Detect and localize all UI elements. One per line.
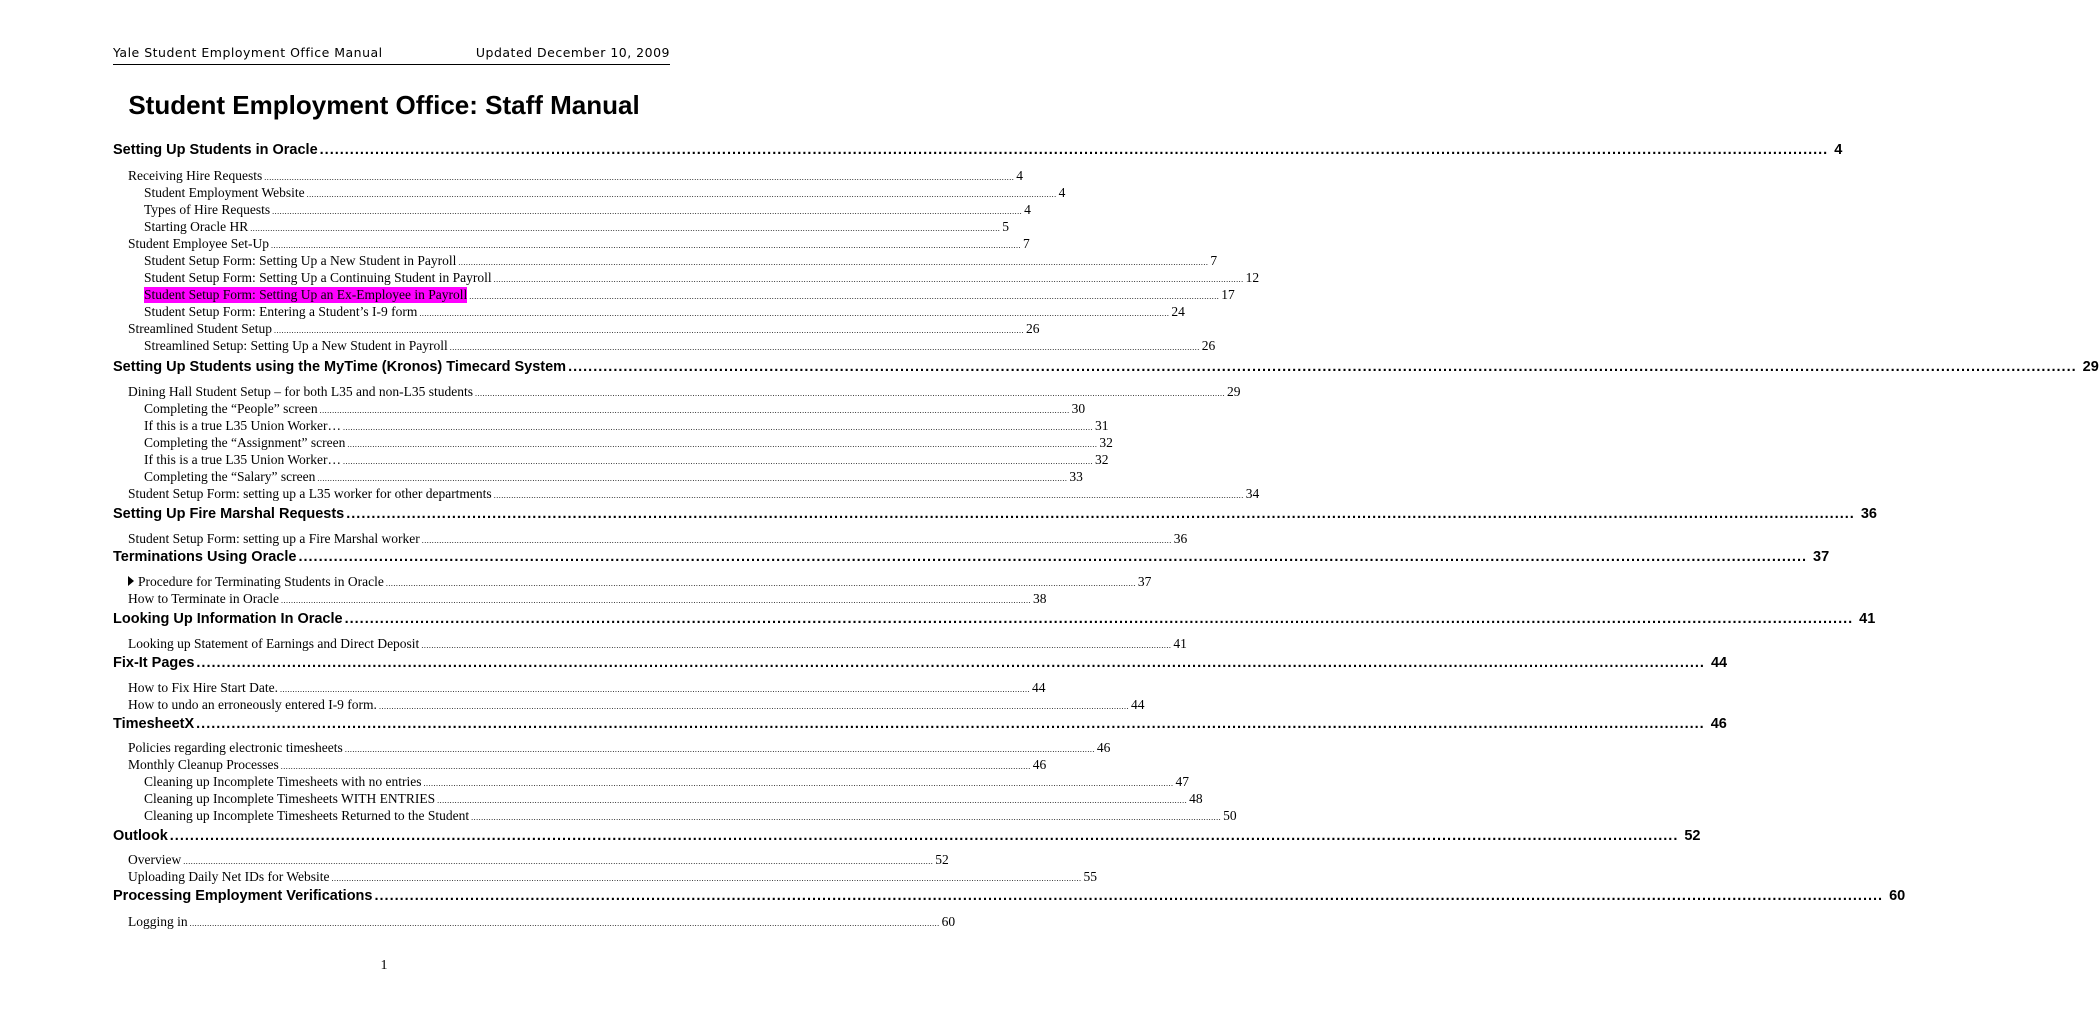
toc-entry-title: [128, 680, 278, 696]
toc-entry-title: [113, 888, 372, 904]
toc-entry-label: Student Employee Set-Up: [128, 236, 269, 251]
dot-leader: ............................................................................................................................................................................................................................................................................................................: [280, 762, 1031, 771]
dot-leader: ............................................................................................................................................................................................................................................................................................................: [346, 506, 1855, 522]
toc-entry-page-number: 7: [1022, 236, 1030, 251]
toc-entry[interactable]: [144, 791, 1203, 808]
toc-entry[interactable]: [144, 435, 1113, 452]
toc-entry-label: Looking up Statement of Earnings and Direct Deposit: [128, 636, 420, 651]
toc-entry-page-number: 44: [1130, 697, 1145, 712]
dot-leader: ............................................................................................................................................................................................................................................................................................................: [568, 359, 2077, 375]
dot-leader: ............................................................................................................................................................................................................................................................................................................: [272, 207, 1023, 216]
toc-entry-page-number: 5: [1002, 219, 1009, 234]
toc-entry-label: Student Setup Form: Setting Up a New Student in Payroll: [144, 253, 457, 268]
toc-entry[interactable]: [128, 168, 1023, 185]
toc-entry-title: [128, 384, 473, 400]
toc-entry-label: Procedure for Terminating Students in Oracle: [138, 574, 384, 589]
toc-entry[interactable]: [113, 549, 1830, 569]
toc-entry[interactable]: [144, 202, 1031, 219]
toc-entry[interactable]: [144, 418, 1109, 435]
toc-entry-title: [128, 236, 269, 252]
header-manual-name: Yale Student Employment Office Manual: [113, 45, 383, 60]
toc-entry[interactable]: [144, 270, 1260, 287]
toc-entry[interactable]: [113, 828, 1701, 848]
toc-entry-label: Completing the “People” screen: [144, 401, 318, 416]
dot-leader: ............................................................................................................................................................................................................................................................................................................: [250, 224, 1001, 233]
toc-entry-page-number: 4: [1058, 185, 1066, 200]
toc-entry-page-number: 29: [1226, 384, 1241, 399]
toc-entry-page-number: 36: [1173, 531, 1188, 546]
toc-entry-page-number: 41: [1173, 636, 1187, 651]
toc-entry-label: How to Fix Hire Start Date.: [128, 680, 278, 695]
toc-entry[interactable]: [113, 142, 1843, 162]
toc-entry-label: How to undo an erroneously entered I-9 form.: [128, 697, 377, 712]
dot-leader: ............................................................................................................................................................................................................................................................................................................: [471, 813, 1222, 822]
toc-entry-label: Outlook: [113, 828, 168, 844]
toc-entry-label: Monthly Cleanup Processes: [128, 757, 279, 772]
toc-entry[interactable]: [128, 852, 949, 869]
toc-entry-page-number: 7: [1210, 253, 1218, 268]
dot-leader: ............................................................................................................................................................................................................................................................................................................: [196, 716, 1705, 732]
toc-entry-title: [144, 469, 315, 485]
toc-entry-page-number: 30: [1071, 401, 1086, 416]
toc-entry-label: If this is a true L35 Union Worker…: [144, 418, 342, 433]
dot-leader: ............................................................................................................................................................................................................................................................................................................: [437, 796, 1188, 805]
toc-entry-label: Policies regarding electronic timesheets: [128, 740, 343, 755]
dot-leader: ............................................................................................................................................................................................................................................................................................................: [493, 275, 1244, 284]
dot-leader: ............................................................................................................................................................................................................................................................................................................: [343, 423, 1094, 432]
toc-entry[interactable]: [128, 757, 1047, 774]
toc-entry-page-number: 4: [1016, 168, 1023, 183]
toc-entry-title: [128, 697, 377, 713]
dot-leader: ............................................................................................................................................................................................................................................................................................................: [344, 611, 1854, 627]
toc-entry-label: Cleaning up Incomplete Timesheets Returned to the Student: [144, 808, 470, 823]
toc-entry-title: [128, 168, 262, 184]
dot-leader: ............................................................................................................................................................................................................................................................................................................: [347, 440, 1098, 449]
toc-entry-page-number: 60: [1889, 888, 1906, 904]
toc-entry-title: [113, 549, 296, 565]
dot-leader: ............................................................................................................................................................................................................................................................................................................: [306, 190, 1057, 199]
toc-entry-label: Receiving Hire Requests: [128, 168, 263, 183]
toc-entry-title: [113, 142, 318, 158]
toc-entry-title: [144, 452, 341, 468]
toc-entry-title: [144, 202, 270, 218]
toc-entry[interactable]: [144, 401, 1086, 418]
toc-entry[interactable]: [128, 914, 956, 931]
toc-entry-title: [144, 185, 305, 201]
toc-entry-page-number: 26: [1026, 321, 1040, 336]
toc-entry-title: [144, 287, 467, 303]
toc-entry-title: [128, 914, 188, 930]
toc-entry[interactable]: [144, 808, 1237, 825]
toc-entry-title: [113, 716, 194, 732]
toc-entry-page-number: 55: [1083, 869, 1097, 884]
toc-entry[interactable]: [128, 697, 1145, 714]
toc-entry-label: Setting Up Fire Marshal Requests: [113, 506, 345, 522]
toc-entry-page-number: 52: [1684, 828, 1701, 844]
toc-entry-title: [128, 574, 384, 590]
toc-entry-page-number: 38: [1033, 591, 1047, 606]
toc-entry-label: Overview: [128, 852, 182, 867]
toc-entry-page-number: 37: [1813, 549, 1830, 565]
toc-entry-title: [128, 591, 279, 607]
toc-entry-page-number: 41: [1859, 611, 1876, 627]
toc-entry-label: Completing the “Assignment” screen: [144, 435, 346, 450]
toc-entry[interactable]: [113, 716, 1727, 736]
toc-entry-label: Streamlined Setup: Setting Up a New Student in Payroll: [144, 338, 448, 353]
dot-leader: ............................................................................................................................................................................................................................................................................................................: [270, 241, 1021, 250]
toc-entry-label: Completing the “Salary” screen: [144, 469, 316, 484]
toc-entry-label: How to Terminate in Oracle: [128, 591, 280, 606]
dot-leader: ............................................................................................................................................................................................................................................................................................................: [378, 702, 1129, 711]
toc-entry[interactable]: [144, 185, 1066, 202]
toc-entry-title: [144, 219, 248, 235]
toc-entry-label: Student Setup Form: setting up a Fire Marshal worker: [128, 531, 420, 546]
dot-leader: ............................................................................................................................................................................................................................................................................................................: [344, 745, 1095, 754]
toc-entry-label: Starting Oracle HR: [144, 219, 249, 234]
dot-leader: ............................................................................................................................................................................................................................................................................................................: [469, 292, 1220, 301]
toc-entry-title: [113, 611, 343, 627]
dot-leader: ............................................................................................................................................................................................................................................................................................................: [189, 919, 940, 928]
toc-entry[interactable]: [144, 219, 1009, 236]
dot-leader: ............................................................................................................................................................................................................................................................................................................: [279, 685, 1030, 694]
toc-entry-page-number: 24: [1171, 304, 1185, 319]
toc-entry-page-number: 36: [1860, 506, 1877, 522]
toc-entry-label: Looking Up Information In Oracle: [113, 611, 343, 627]
dot-leader: ............................................................................................................................................................................................................................................................................................................: [331, 874, 1082, 883]
toc-entry-label: Student Setup Form: Entering a Student’s I-9 form: [144, 304, 418, 319]
toc-entry[interactable]: [128, 869, 1097, 886]
toc-entry[interactable]: [128, 591, 1047, 608]
toc-entry[interactable]: [144, 253, 1218, 270]
toc-entry-title: [128, 486, 492, 502]
toc-entry-label: Setting Up Students in Oracle: [113, 142, 318, 158]
dot-leader: ............................................................................................................................................................................................................................................................................................................: [458, 258, 1209, 267]
toc-entry-page-number: 48: [1189, 791, 1203, 806]
toc-entry-title: [144, 808, 469, 824]
toc-entry-page-number: 47: [1175, 774, 1189, 789]
toc-entry-title: [144, 304, 417, 320]
toc-entry-label: Student Setup Form: setting up a L35 worker for other departments: [128, 486, 492, 501]
toc-entry-title: [128, 852, 181, 868]
toc-entry[interactable]: [144, 469, 1083, 486]
toc-entry-title: [128, 869, 330, 885]
triangle-arrow-icon: [128, 576, 134, 586]
toc-entry-page-number: 32: [1095, 452, 1109, 467]
toc-entry-label: Logging in: [128, 914, 188, 929]
page-number: 1: [380, 958, 388, 973]
dot-leader: ............................................................................................................................................................................................................................................................................................................: [449, 343, 1200, 352]
toc-entry-label: Cleaning up Incomplete Timesheets with no entries: [144, 774, 422, 789]
toc-entry-label: Types of Hire Requests: [144, 202, 271, 217]
dot-leader: ............................................................................................................................................................................................................................................................................................................: [374, 888, 1884, 904]
dot-leader: ............................................................................................................................................................................................................................................................................................................: [423, 779, 1174, 788]
toc-entry-page-number: 4: [1024, 202, 1031, 217]
toc-entry[interactable]: [128, 321, 1040, 338]
document-title: Student Employment Office: Staff Manual: [128, 90, 640, 120]
toc-entry[interactable]: [113, 655, 1728, 675]
dot-leader: ............................................................................................................................................................................................................................................................................................................: [281, 596, 1032, 605]
dot-leader: ............................................................................................................................................................................................................................................................................................................: [493, 491, 1244, 500]
toc-entry-page-number: 29: [2082, 359, 2099, 375]
toc-entry-label: Terminations Using Oracle: [113, 549, 297, 565]
toc-entry[interactable]: [113, 611, 1876, 631]
toc-entry-title: [113, 359, 566, 375]
toc-entry-label: Student Setup Form: Setting Up an Ex-Employee in Payroll: [144, 287, 468, 302]
dot-leader: ............................................................................................................................................................................................................................................................................................................: [169, 828, 1679, 844]
toc-entry[interactable]: [128, 636, 1187, 653]
toc-entry[interactable]: [128, 740, 1111, 757]
toc-entry[interactable]: [144, 287, 1235, 304]
toc-entry-title: [144, 418, 341, 434]
toc-entry[interactable]: [113, 888, 1906, 908]
toc-entry-page-number: 34: [1245, 486, 1260, 501]
toc-entry-label: Cleaning up Incomplete Timesheets WITH ENTRIES: [144, 791, 436, 806]
table-of-contents: [113, 0, 2099, 1024]
toc-entry[interactable]: [128, 531, 1188, 548]
dot-leader: ............................................................................................................................................................................................................................................................................................................: [343, 457, 1094, 466]
toc-entry-page-number: 50: [1223, 808, 1237, 823]
toc-entry-label: Student Setup Form: Setting Up a Continuing Student in Payroll: [144, 270, 492, 285]
toc-entry-title: [144, 253, 456, 269]
toc-entry-page-number: 46: [1096, 740, 1111, 755]
toc-entry-page-number: 46: [1710, 716, 1727, 732]
toc-entry-title: [144, 774, 421, 790]
toc-entry-page-number: 52: [935, 852, 949, 867]
toc-entry-page-number: 17: [1221, 287, 1235, 302]
toc-entry[interactable]: [128, 574, 1152, 591]
toc-entry-label: Uploading Daily Net IDs for Website: [128, 869, 330, 884]
toc-entry-page-number: 32: [1099, 435, 1113, 450]
toc-entry-title: [128, 757, 279, 773]
dot-leader: ............................................................................................................................................................................................................................................................................................................: [421, 641, 1172, 650]
toc-entry-title: [144, 401, 318, 417]
dot-leader: ............................................................................................................................................................................................................................................................................................................: [319, 142, 1829, 158]
toc-entry[interactable]: [113, 359, 2099, 379]
dot-leader: ............................................................................................................................................................................................................................................................................................................: [298, 549, 1808, 565]
header-updated-date: Updated December 10, 2009: [475, 45, 670, 60]
toc-entry-title: [128, 531, 420, 547]
toc-entry-page-number: 44: [1031, 680, 1046, 695]
toc-entry-label: If this is a true L35 Union Worker…: [144, 452, 342, 467]
toc-entry[interactable]: [144, 338, 1216, 355]
toc-entry-title: [113, 828, 168, 844]
toc-entry-title: [113, 506, 344, 522]
dot-leader: ............................................................................................................................................................................................................................................................................................................: [264, 173, 1015, 182]
toc-entry-label: Processing Employment Verifications: [113, 888, 373, 904]
toc-entry-title: [144, 338, 448, 354]
toc-entry-page-number: 31: [1095, 418, 1109, 433]
dot-leader: ............................................................................................................................................................................................................................................................................................................: [183, 857, 934, 866]
toc-entry-title: [144, 270, 492, 286]
toc-entry-label: Student Employment Website: [144, 185, 305, 200]
toc-entry-page-number: 46: [1032, 757, 1047, 772]
dot-leader: ............................................................................................................................................................................................................................................................................................................: [474, 389, 1225, 398]
toc-entry-title: [144, 791, 435, 807]
toc-entry-label: Fix-It Pages: [113, 655, 195, 671]
dot-leader: ............................................................................................................................................................................................................................................................................................................: [274, 326, 1024, 335]
toc-entry[interactable]: [144, 452, 1109, 469]
toc-entry-page-number: 60: [941, 914, 956, 929]
dot-leader: ............................................................................................................................................................................................................................................................................................................: [421, 536, 1172, 545]
toc-entry[interactable]: [128, 680, 1046, 697]
toc-entry-title: [144, 435, 345, 451]
toc-entry[interactable]: [144, 774, 1189, 791]
toc-entry-title: [113, 655, 194, 671]
toc-entry-label: Streamlined Student Setup: [128, 321, 272, 336]
toc-entry-label: TimesheetX: [113, 716, 195, 732]
toc-entry-label: Dining Hall Student Setup – for both L35 and non-L35 students: [128, 384, 473, 399]
toc-entry-page-number: 26: [1201, 338, 1216, 353]
toc-entry[interactable]: [128, 486, 1260, 503]
toc-entry[interactable]: [144, 304, 1185, 321]
toc-entry[interactable]: [128, 384, 1241, 401]
toc-entry-label: Setting Up Students using the MyTime (Kronos) Timecard System: [113, 359, 567, 375]
toc-entry-page-number: 44: [1710, 655, 1728, 671]
toc-entry[interactable]: [128, 236, 1030, 253]
toc-entry-title: [128, 321, 272, 337]
toc-entry-page-number: 4: [1834, 142, 1843, 158]
dot-leader: ............................................................................................................................................................................................................................................................................................................: [196, 655, 1705, 671]
dot-leader: ............................................................................................................................................................................................................................................................................................................: [319, 406, 1070, 415]
toc-entry-title: [128, 636, 419, 652]
toc-entry-title: [128, 740, 343, 756]
dot-leader: ............................................................................................................................................................................................................................................................................................................: [419, 309, 1170, 318]
dot-leader: ............................................................................................................................................................................................................................................................................................................: [385, 579, 1136, 588]
dot-leader: ............................................................................................................................................................................................................................................................................................................: [317, 474, 1068, 483]
toc-entry-page-number: 33: [1069, 469, 1083, 484]
toc-entry[interactable]: [113, 506, 1877, 526]
toc-entry-page-number: 37: [1137, 574, 1152, 589]
toc-entry-page-number: 12: [1245, 270, 1260, 285]
